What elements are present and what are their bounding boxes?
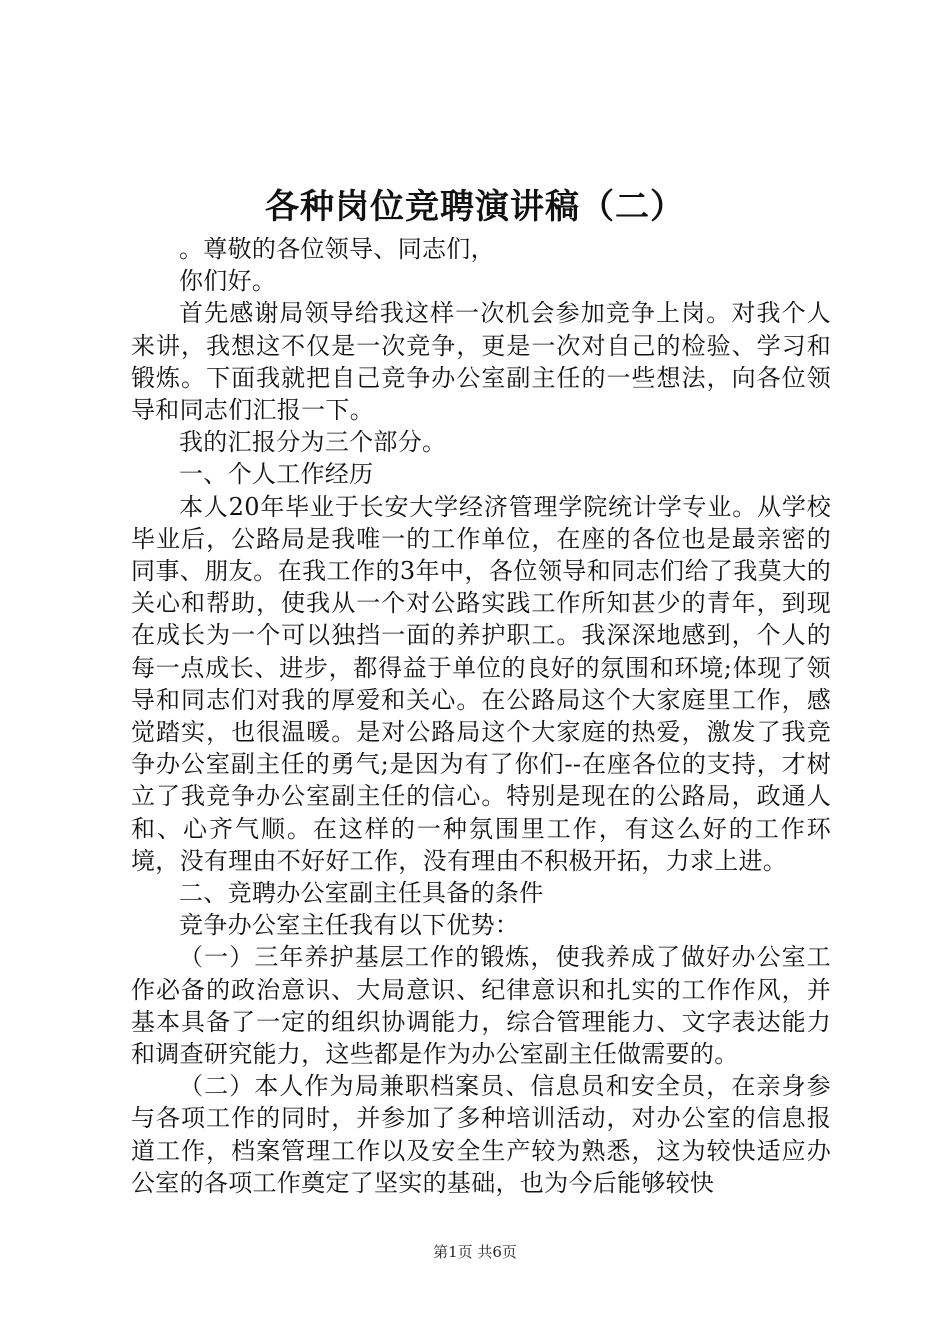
paragraph-advantage-1: （一）三年养护基层工作的锻炼，使我养成了做好办公室工作必备的政治意识、大局意识、纪律意识和扎实的工作作风，并基本具备了一定的组织协调能力，综合管理能力、文字表达能力和调查研究能力，这些都是作为办公室副主任做需要的。 (131, 943, 831, 1069)
paragraph-advantage-2: （二）本人作为局兼职档案员、信息员和安全员，在亲身参与各项工作的同时，并参加了多种培训活动，对办公室的信息报道工作，档案管理工作以及安全生产较为熟悉，这为较快适应办公室的各项工作奠定了坚实的基础，也为今后能够较快 (131, 1072, 831, 1197)
paragraph-outline: 我的汇报分为三个部分。 (179, 428, 447, 457)
section-heading-2: 二、竞聘办公室副主任具备的条件 (179, 879, 544, 908)
paragraph-intro: 首先感谢局领导给我这样一次机会参加竞争上岗。对我个人来讲，我想这不仅是一次竞争，更是一次对自己的检验、学习和锻炼。下面我就把自己竞争办公室副主任的一些想法，向各位领导和同志们汇报一下。 (131, 299, 831, 425)
section-heading-1: 一、个人工作经历 (179, 460, 374, 489)
paragraph-experience: 本人20年毕业于长安大学经济管理学院统计学专业。从学校毕业后，公路局是我唯一的工作单位，在座的各位也是最亲密的同事、朋友。在我工作的3年中，各位领导和同志们给了我莫大的关心和帮助，使我从一个对公路实践工作所知甚少的青年，到现在成长为一个可以独挡一面的养护职工。我深深地感到，个人的每一点成长、进步，都得益于单位的良好的氛围和环境;体现了领导和同志们对我的厚爱和关心。在公路局这个大家庭里工作，感觉踏实，也很温暖。是对公路局这个大家庭的热爱，激发了我竞争办公室副主任的勇气;是因为有了你们--在座各位的支持，才树立了我竞争办公室副主任的信心。特别是现在的公路局，政通人和、心齐气顺。在这样的一种氛围里工作，有这么好的工作环境，没有理由不好好工作，没有理由不积极开拓，力求上进。 (131, 492, 831, 875)
paragraph-advantages-lead: 竞争办公室主任我有以下优势： (179, 911, 520, 940)
document-body (131, 233, 831, 1199)
paragraph-greeting: 。尊敬的各位领导、同志们， (179, 235, 495, 263)
document-title: 各种岗位竞聘演讲稿（二） (265, 187, 685, 227)
paragraph-hello: 你们好。 (179, 267, 277, 296)
page-footer: 第1页 共6页 (433, 1243, 517, 1261)
